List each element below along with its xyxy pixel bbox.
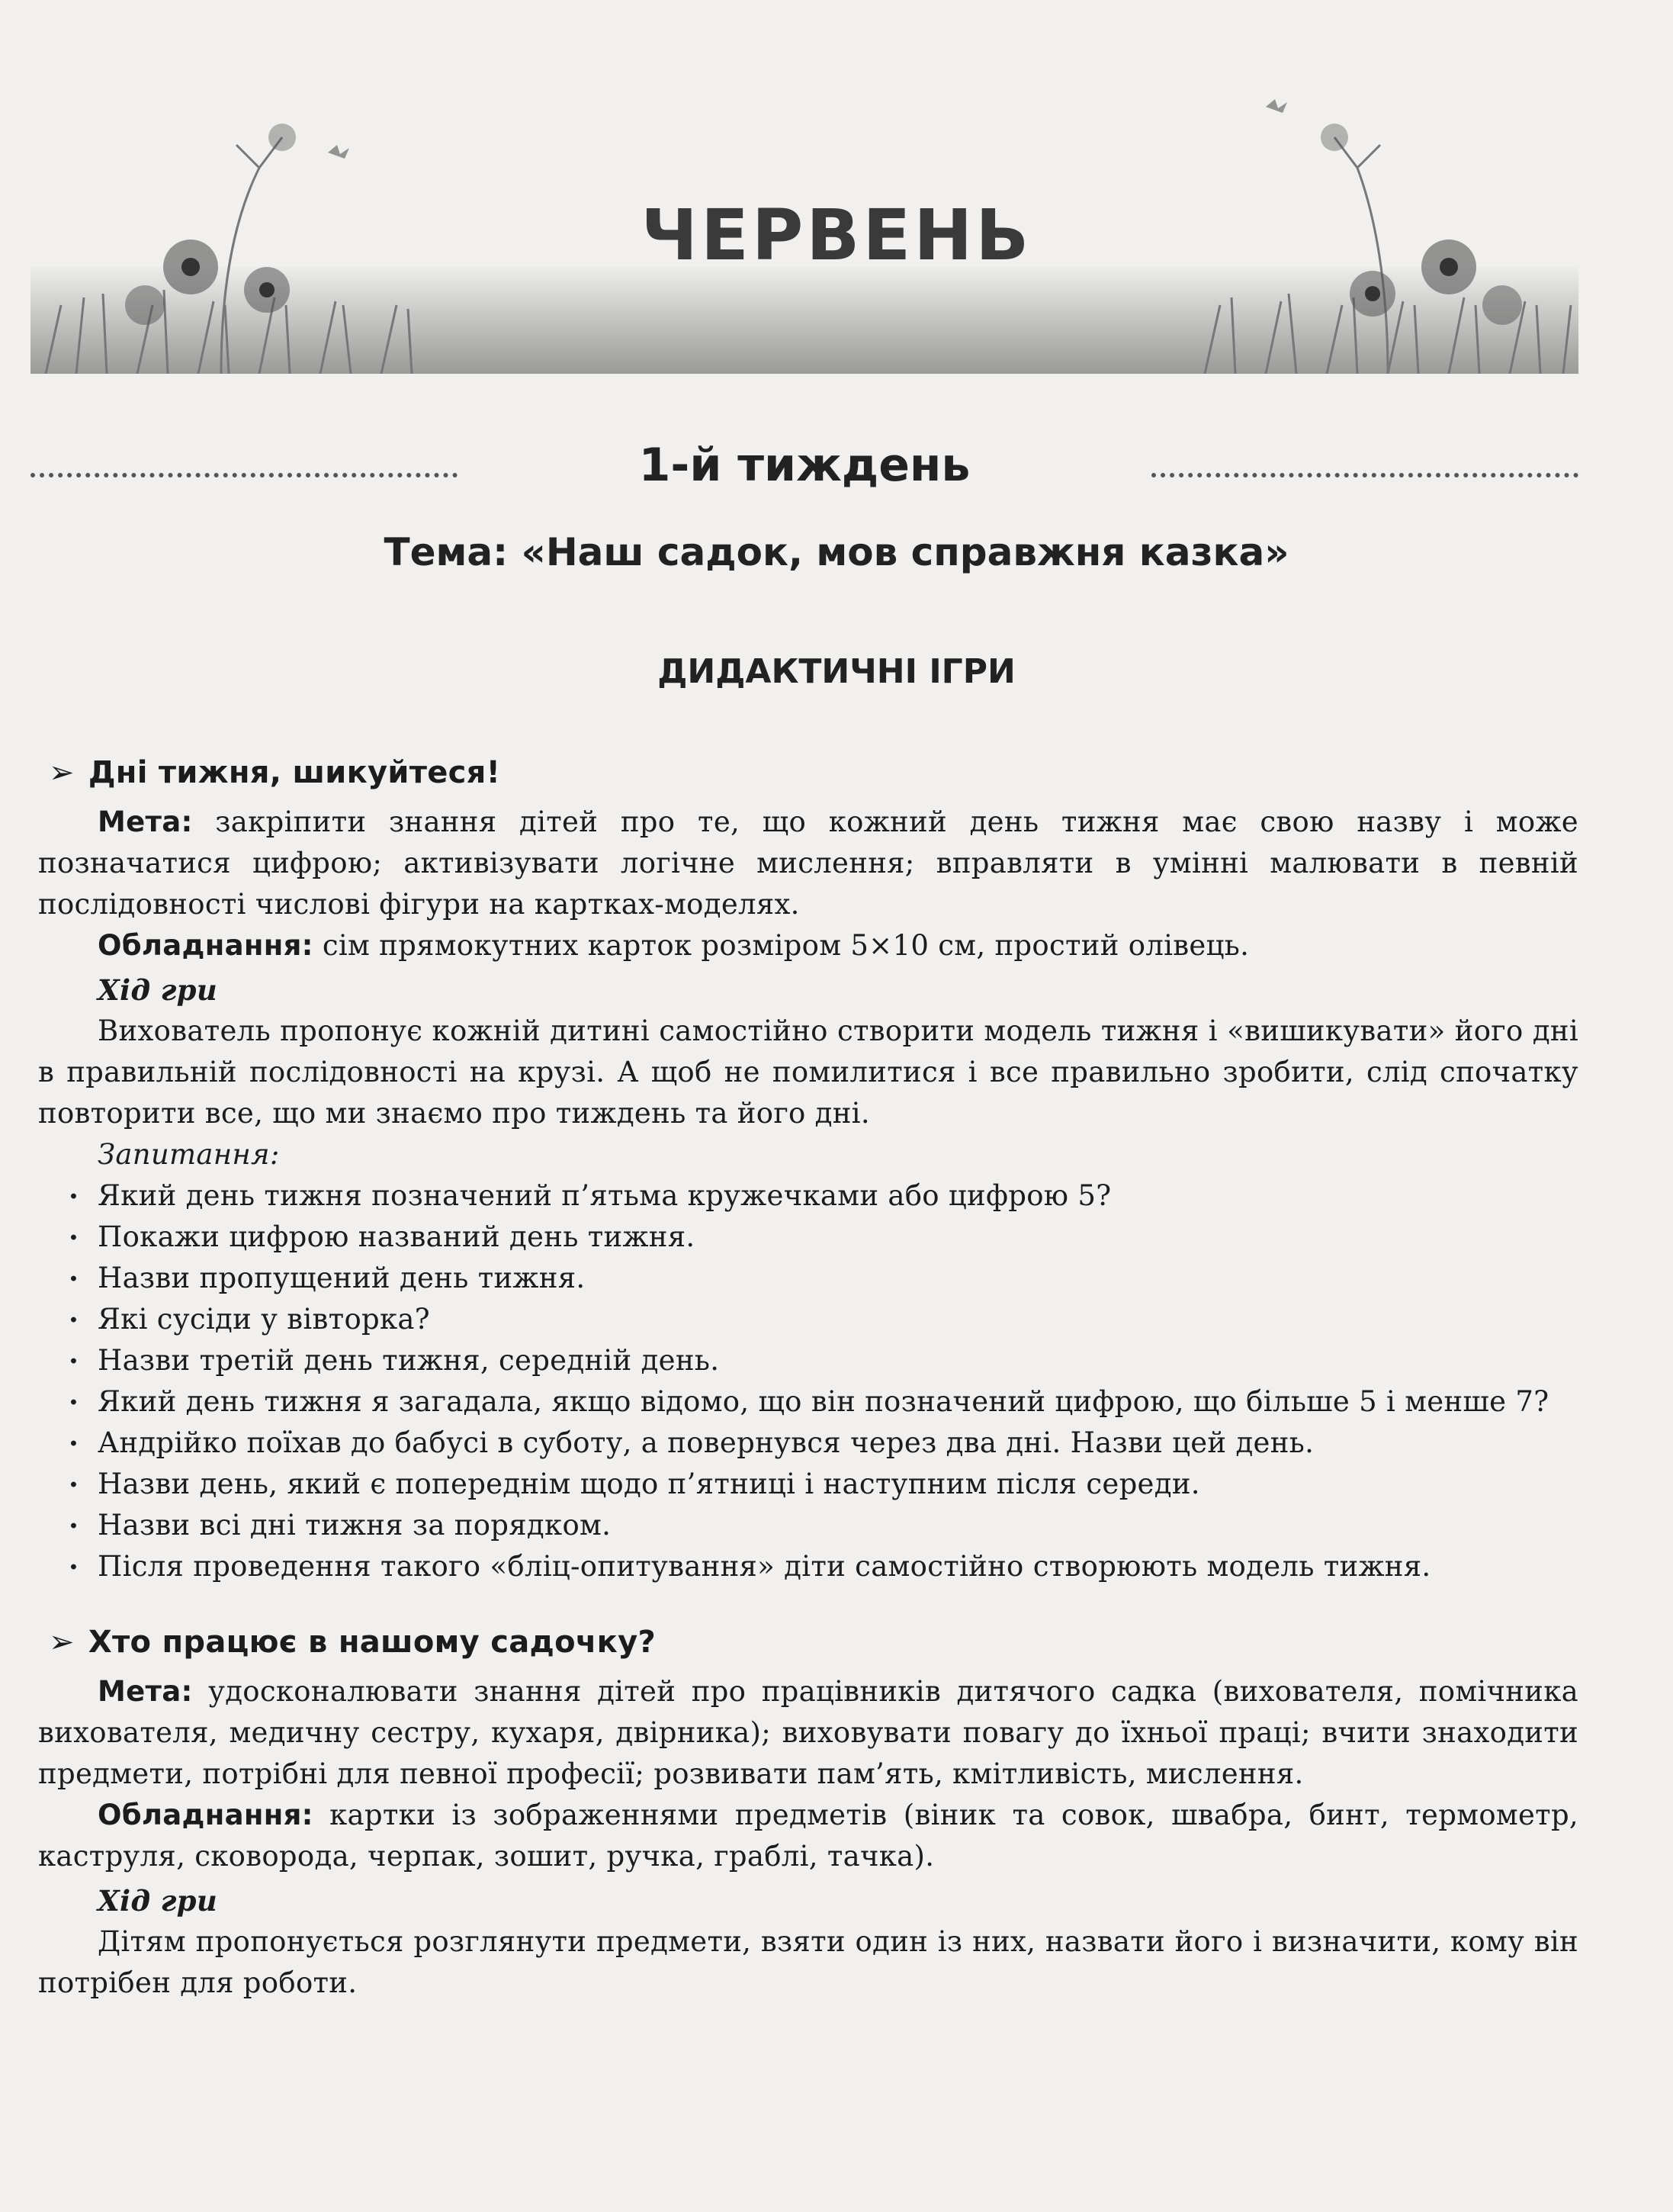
list-item: · Назви день, який є попереднім щодо п’ятниці і наступним після середи. <box>38 1464 1578 1505</box>
equipment-paragraph: Обладнання: сім прямокутних карток розміром 5×10 см, простий олівець. <box>98 929 1250 962</box>
questions-list <box>38 1175 1578 1587</box>
list-item: · Покажи цифрою названий день тижня. <box>38 1217 1578 1258</box>
week-title: 1-й тиждень <box>638 439 971 492</box>
list-item: · Після проведення такого «бліц-опитування» діти самостійно створюють модель тижня. <box>38 1546 1578 1587</box>
game-block <box>38 751 1578 1587</box>
course-paragraph: Дітям пропонується розглянути предмети, взяти один із них, назвати його і визначити, кому він потрібен для роботи. <box>38 1925 1578 1999</box>
arrow-icon: ➢ <box>49 755 75 790</box>
game-title: ➢ Хто працює в нашому садочку? <box>49 1625 656 1660</box>
list-item: · Які сусіди у вівторка? <box>38 1299 1578 1340</box>
spacer <box>38 1587 1578 1621</box>
content <box>38 751 1578 2004</box>
list-item: · Назви всі дні тижня за порядком. <box>38 1505 1578 1546</box>
course-paragraph: Вихователь пропонує кожній дитині самостійно створити модель тижня і «вишикувати» його дні в правильній послідовності на крузі. А щоб не помилитися і все правильно зробити, слід спочатку повторити все, що ми знаємо про тиждень та його дні. <box>38 1014 1578 1130</box>
game-block <box>38 1621 1578 2004</box>
list-item: · Назви третій день тижня, середній день. <box>38 1340 1578 1381</box>
goal-paragraph: Мета: удосконалювати знання дітей про працівників дитячого садка (вихователя, помічника вихователя, медичну сестру, кухаря, двірника); виховувати повагу до їхньої праці; вчити знаходити предмети, потрібні для певної професії; розвивати пам’ять, кмітливість, мислення. <box>38 1675 1578 1790</box>
list-item: · Андрійко поїхав до бабусі в суботу, а повернувся через два дні. Назви цей день. <box>38 1423 1578 1464</box>
questions-heading: Запитання: <box>98 1138 280 1171</box>
list-item: · Назви пропущений день тижня. <box>38 1258 1578 1299</box>
arrow-icon: ➢ <box>49 1625 75 1660</box>
section-title: ДИДАКТИЧНІ ІГРИ <box>657 652 1016 691</box>
course-heading: Хід гри <box>98 973 218 1007</box>
goal-paragraph: Мета: закріпити знання дітей про те, що кожний день тижня має свою назву і може позначатися цифрою; активізувати логічне мислення; вправляти в умінні малювати в певній послідовності числові фігури на картках-моделях. <box>38 805 1578 921</box>
game-title: ➢ Дні тижня, шикуйтеся! <box>49 755 501 790</box>
equipment-paragraph: Обладнання: картки із зображеннями предметів (віник та совок, швабра, бинт, термометр, каструля, сковорода, черпак, зошит, ручка, граблі, тачка). <box>38 1799 1578 1873</box>
theme-title: Тема: «Наш садок, мов справжня казка» <box>384 530 1289 574</box>
week-heading-row <box>31 439 1578 507</box>
month-title: ЧЕРВЕНЬ <box>641 195 1032 276</box>
list-item: · Який день тижня позначений п’ятьма кружечками або цифрою 5? <box>38 1175 1578 1217</box>
list-item: · Який день тижня я загадала, якщо відомо, що він позначений цифрою, що більше 5 і менше 7? <box>38 1381 1578 1423</box>
course-heading: Хід гри <box>98 1884 218 1918</box>
